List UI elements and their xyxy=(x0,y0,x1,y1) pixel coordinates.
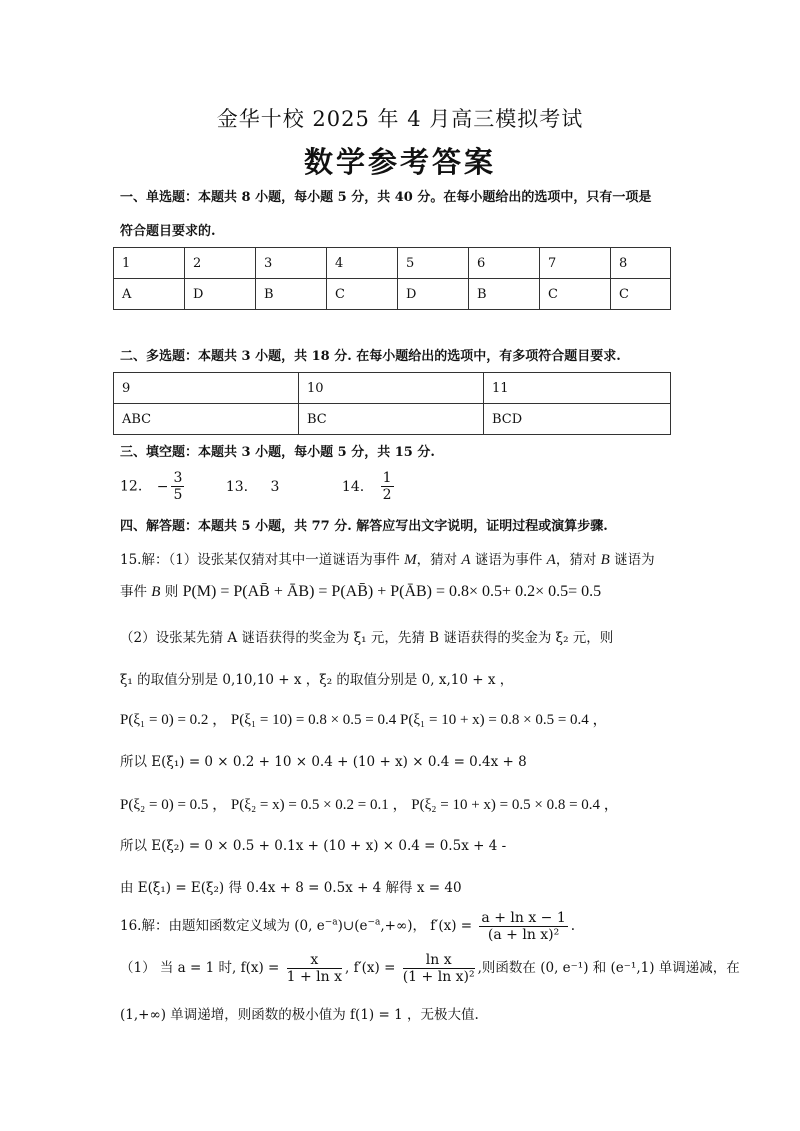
item-13-label: 13. xyxy=(225,478,249,495)
table-cell: B xyxy=(469,279,540,310)
item-13-value: 3 xyxy=(270,478,280,495)
table-cell: 10 xyxy=(299,373,484,404)
table-cell: C xyxy=(611,279,671,310)
text: 谜语为 xyxy=(614,552,655,568)
q16-line3: (1,+∞) 单调递增，则函数的极小值为 f(1) = 1 ，无极大值. xyxy=(120,1007,479,1023)
single-choice-answer-table xyxy=(113,247,671,310)
q15-line8: 所以 E(ξ₂) = 0 × 0.5 + 0.1x + (10 + x) × 0.4 = 0.5x + 4 - xyxy=(120,838,507,854)
text: , f′(x) = xyxy=(345,960,396,976)
table-cell: B xyxy=(256,279,327,310)
table-cell: BCD xyxy=(484,404,671,435)
q15-line4: ξ₁ 的取值分别是 0,10,10 + x ，ξ₂ 的取值分别是 0, x,10 + x ， xyxy=(120,672,514,688)
section3-heading: 三、填空题：本题共 3 小题，每小题 5 分，共 15 分. xyxy=(120,445,435,460)
section1-heading xyxy=(120,181,690,249)
numerator: 1 xyxy=(382,470,392,486)
denominator: 2 xyxy=(382,487,392,503)
text: ，猜对 xyxy=(555,552,597,568)
exponent: −a xyxy=(367,917,381,928)
table-cell: 11 xyxy=(484,373,671,404)
table-cell: ABC xyxy=(114,404,299,435)
table-cell: D xyxy=(398,279,469,310)
section4-heading: 四、解答题：本题共 5 小题，共 77 分. 解答应写出文字说明，证明过程或演算步骤. xyxy=(120,519,608,534)
table-cell: 4 xyxy=(327,248,398,279)
q15-line5: P(ξ₁ = 0) = 0.2 ， P(ξ₁ = 10) = 0.8 × 0.5 = 0.4 P(ξ₁ = 10 + x) = 0.8 × 0.5 = 0.4 ， xyxy=(120,712,608,728)
table-cell: D xyxy=(185,279,256,310)
text: ，猜对 xyxy=(416,552,458,568)
table-cell: A xyxy=(114,279,185,310)
probability-formula: P(M) = P(AB̄ + ĀB) = P(AB̄) + P(ĀB) = 0.8× 0.5+ 0.2× 0.5= 0.5 xyxy=(182,583,602,600)
denominator: (1 + ln x)² xyxy=(402,969,475,985)
item-12-label: 12. xyxy=(120,478,143,495)
text: 事件 xyxy=(120,584,147,600)
table-cell: 2 xyxy=(185,248,256,279)
table-row-numbers xyxy=(114,248,671,279)
q15-line7: P(ξ₂ = 0) = 0.5 ， P(ξ₂ = x) = 0.5 × 0.2 = 0.1 ， P(ξ₂ = 10 + x) = 0.5 × 0.8 = 0.4 ， xyxy=(120,797,619,813)
function-fraction xyxy=(287,952,342,985)
table-row-answers xyxy=(114,279,671,310)
exam-title: 金华十校 2025 年 4 月高三模拟考试 xyxy=(216,107,584,131)
denominator: 1 + ln x xyxy=(286,969,343,985)
table-cell: C xyxy=(540,279,611,310)
text: 15.解：（1）设张某仅猜对其中一道谜语为事件 xyxy=(120,552,400,568)
text: 谜语为事件 xyxy=(474,552,543,568)
fill-blank-answers xyxy=(120,470,720,503)
denominator: 5 xyxy=(173,487,183,503)
derivative-fraction xyxy=(479,910,567,943)
table-cell: BC xyxy=(299,404,484,435)
text: . xyxy=(570,918,576,934)
section2-heading: 二、多选题：本题共 3 小题，共 18 分. 在每小题给出的选项中，有多项符合题目要求. xyxy=(120,349,621,364)
numerator: a + ln x − 1 xyxy=(481,910,566,926)
table-cell: 7 xyxy=(540,248,611,279)
q15-line2: 事件 B 则 P(M) = P(AB̄ + ĀB) = P(AB̄) + P(ĀB) = 0.8× 0.5+ 0.2× 0.5= 0.5 xyxy=(120,583,602,600)
page-title: 数学参考答案 xyxy=(303,145,496,179)
item-12-fraction xyxy=(171,470,184,503)
table-cell: 1 xyxy=(114,248,185,279)
table-row-numbers xyxy=(114,373,671,404)
table-cell: 3 xyxy=(256,248,327,279)
text: 16.解：由题知函数定义域为 (0, e xyxy=(120,918,325,934)
denominator: (a + ln x)² xyxy=(487,927,560,943)
q15-line6: 所以 E(ξ₁) = 0 × 0.2 + 10 × 0.4 + (10 + x) × 0.4 = 0.4x + 8 xyxy=(120,754,527,770)
q15-line1: 15.解：（1）设张某仅猜对其中一道谜语为事件 M，猜对 A 谜语为事件 A，猜对 B 谜语为 xyxy=(120,552,655,568)
item-14-fraction xyxy=(381,470,394,503)
table-cell: C xyxy=(327,279,398,310)
table-cell: 8 xyxy=(611,248,671,279)
numerator: x xyxy=(287,952,342,969)
table-cell: 5 xyxy=(398,248,469,279)
q16-line1 xyxy=(120,910,720,943)
multi-choice-answer-table xyxy=(113,372,671,435)
text: )∪(e xyxy=(337,918,368,934)
exponent: −a xyxy=(324,917,338,928)
derivative-fraction xyxy=(403,952,475,985)
section1-heading-line1: 一、单选题：本题共 8 小题，每小题 5 分，共 40 分。在每小题给出的选项中，只有一项是 xyxy=(120,190,652,205)
section1-heading-line2: 符合题目要求的. xyxy=(120,224,216,239)
table-row-answers xyxy=(114,404,671,435)
q15-line9: 由 E(ξ₁) = E(ξ₂) 得 0.4x + 8 = 0.5x + 4 解得 x = 40 xyxy=(120,880,462,896)
text: 则 xyxy=(164,584,179,600)
text: （1） 当 a = 1 时, f(x) = xyxy=(120,960,280,976)
item-12-sign: − xyxy=(156,478,169,495)
q16-line2 xyxy=(120,952,740,985)
numerator: 3 xyxy=(173,470,183,486)
text: ,则函数在 (0, e⁻¹) 和 (e⁻¹,1) 单调递减，在 xyxy=(477,960,740,976)
text: ,+∞)， f′(x) = xyxy=(380,918,473,934)
table-cell: 9 xyxy=(114,373,299,404)
item-14-label: 14. xyxy=(341,478,365,495)
numerator: ln x xyxy=(403,952,475,969)
table-cell: 6 xyxy=(469,248,540,279)
q15-line3: （2）设张某先猜 A 谜语获得的奖金为 ξ₁ 元，先猜 B 谜语获得的奖金为 ξ₂ 元，则 xyxy=(120,630,614,646)
